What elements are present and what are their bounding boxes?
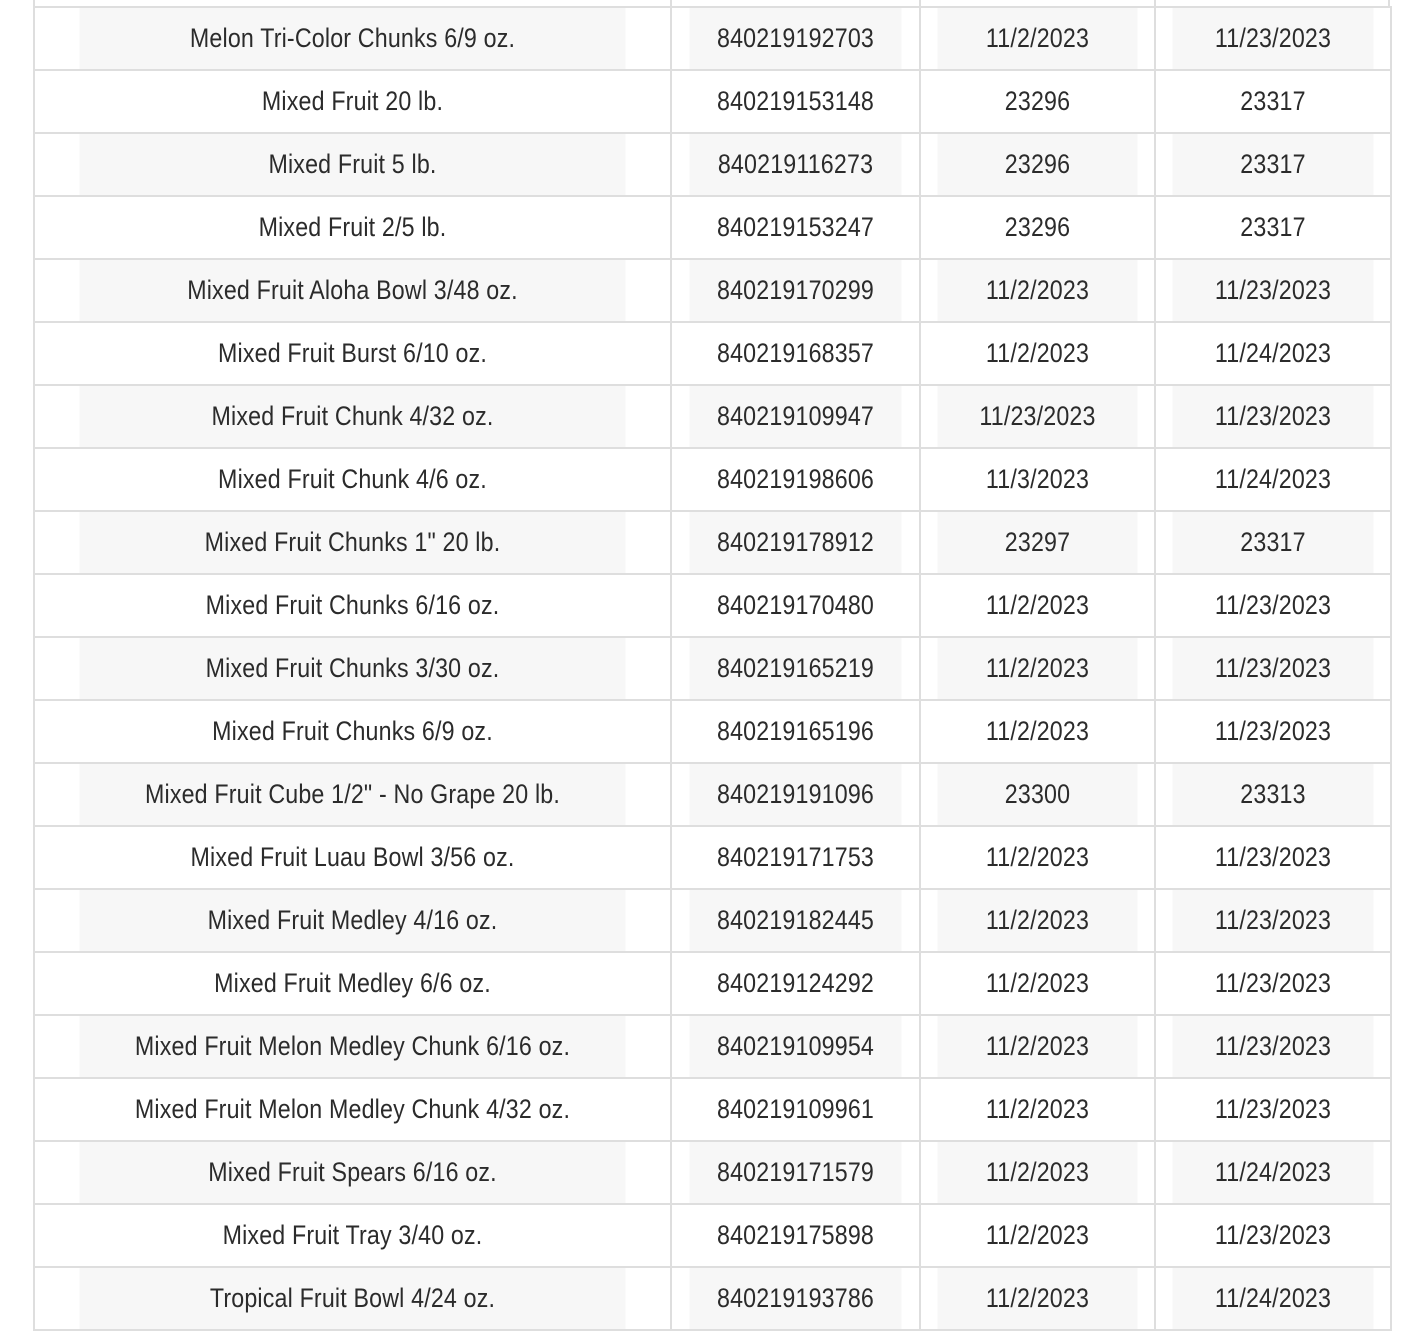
date-cell-1: 11/2/2023: [936, 700, 1138, 763]
upc-cell: 840219109954: [688, 1015, 902, 1078]
date-cell-2: 11/23/2023: [1172, 1015, 1375, 1078]
product-name-cell: Mixed Fruit Aloha Bowl 3/48 oz.: [79, 259, 627, 322]
product-name-cell: Mixed Fruit Chunk 4/6 oz.: [79, 448, 627, 511]
upc-cell: 840219198606: [688, 448, 902, 511]
date-cell-2: 11/23/2023: [1172, 1204, 1375, 1267]
date-cell-1: 23296: [936, 70, 1138, 133]
upc-cell: 840219178912: [688, 511, 902, 574]
upc-cell: 840219124292: [688, 952, 902, 1015]
table-row: [34, 7, 1391, 70]
upc-cell: 840219165196: [688, 700, 902, 763]
table-row: [34, 196, 1391, 259]
date-cell-2: 23317: [1172, 133, 1375, 196]
table-row: [34, 826, 1391, 889]
date-cell-2: 11/23/2023: [1172, 889, 1375, 952]
table-row: [34, 1267, 1391, 1330]
table-row: [34, 763, 1391, 826]
upc-cell: 840219109961: [688, 1078, 902, 1141]
product-table-container: [33, 6, 1390, 1331]
date-cell-2: 11/24/2023: [1172, 322, 1375, 385]
date-cell-1: 11/2/2023: [936, 889, 1138, 952]
product-name-cell: Mixed Fruit Luau Bowl 3/56 oz.: [79, 826, 627, 889]
date-cell-1: 11/2/2023: [936, 259, 1138, 322]
table-row: [34, 1015, 1391, 1078]
upc-cell: 840219116273: [688, 133, 902, 196]
date-cell-2: 23317: [1172, 70, 1375, 133]
table-row: [34, 133, 1391, 196]
table-row: [34, 1141, 1391, 1204]
date-cell-1: 11/2/2023: [936, 574, 1138, 637]
table-row: [34, 952, 1391, 1015]
date-cell-1: 11/2/2023: [936, 1078, 1138, 1141]
date-cell-2: 11/23/2023: [1172, 637, 1375, 700]
product-name-cell: Mixed Fruit Chunk 4/32 oz.: [79, 385, 627, 448]
date-cell-2: 11/23/2023: [1172, 7, 1375, 70]
table-row: [34, 637, 1391, 700]
date-cell-2: 11/24/2023: [1172, 1141, 1375, 1204]
upc-cell: 840219193786: [688, 1267, 902, 1330]
date-cell-1: 23296: [936, 196, 1138, 259]
date-cell-2: 11/23/2023: [1172, 700, 1375, 763]
table-row: [34, 70, 1391, 133]
table-row: [34, 1204, 1391, 1267]
product-name-cell: Mixed Fruit Melon Medley Chunk 4/32 oz.: [79, 1078, 627, 1141]
date-cell-1: 11/2/2023: [936, 637, 1138, 700]
product-name-cell: Mixed Fruit Tray 3/40 oz.: [79, 1204, 627, 1267]
date-cell-1: 23300: [936, 763, 1138, 826]
date-cell-1: 11/2/2023: [936, 952, 1138, 1015]
date-cell-2: 11/23/2023: [1172, 574, 1375, 637]
table-row: [34, 1078, 1391, 1141]
date-cell-1: 11/2/2023: [936, 7, 1138, 70]
date-cell-1: 11/2/2023: [936, 1267, 1138, 1330]
date-cell-1: 11/2/2023: [936, 826, 1138, 889]
product-name-cell: Tropical Fruit Bowl 4/24 oz.: [79, 1267, 627, 1330]
product-name-cell: Mixed Fruit Burst 6/10 oz.: [79, 322, 627, 385]
table-row: [34, 448, 1391, 511]
product-name-cell: Mixed Fruit Chunks 6/9 oz.: [79, 700, 627, 763]
upc-cell: 840219171579: [688, 1141, 902, 1204]
date-cell-2: 23313: [1172, 763, 1375, 826]
upc-cell: 840219153148: [688, 70, 902, 133]
date-cell-2: 11/23/2023: [1172, 259, 1375, 322]
date-cell-2: 11/23/2023: [1172, 385, 1375, 448]
product-name-cell: Mixed Fruit 2/5 lb.: [79, 196, 627, 259]
product-name-cell: Mixed Fruit Chunks 3/30 oz.: [79, 637, 627, 700]
product-name-cell: Mixed Fruit Medley 6/6 oz.: [79, 952, 627, 1015]
date-cell-1: 11/2/2023: [936, 322, 1138, 385]
upc-cell: 840219165219: [688, 637, 902, 700]
date-cell-1: 23297: [936, 511, 1138, 574]
date-cell-2: 23317: [1172, 196, 1375, 259]
date-cell-2: 11/23/2023: [1172, 1078, 1375, 1141]
upc-cell: 840219109947: [688, 385, 902, 448]
product-name-cell: Mixed Fruit Spears 6/16 oz.: [79, 1141, 627, 1204]
upc-cell: 840219191096: [688, 763, 902, 826]
table-row: [34, 385, 1391, 448]
upc-cell: 840219170299: [688, 259, 902, 322]
date-cell-2: 11/23/2023: [1172, 952, 1375, 1015]
table-row: [34, 889, 1391, 952]
table-row: [34, 511, 1391, 574]
date-cell-2: 11/23/2023: [1172, 826, 1375, 889]
date-cell-1: 11/2/2023: [936, 1141, 1138, 1204]
upc-cell: 840219192703: [688, 7, 902, 70]
product-name-cell: Mixed Fruit 5 lb.: [79, 133, 627, 196]
date-cell-2: 23317: [1172, 511, 1375, 574]
product-name-cell: Mixed Fruit Medley 4/16 oz.: [79, 889, 627, 952]
product-name-cell: Mixed Fruit Chunks 6/16 oz.: [79, 574, 627, 637]
date-cell-1: 23296: [936, 133, 1138, 196]
date-cell-1: 11/3/2023: [936, 448, 1138, 511]
date-cell-1: 11/2/2023: [936, 1015, 1138, 1078]
product-name-cell: Melon Tri-Color Chunks 6/9 oz.: [79, 7, 627, 70]
table-row: [34, 574, 1391, 637]
upc-cell: 840219171753: [688, 826, 902, 889]
product-name-cell: Mixed Fruit 20 lb.: [79, 70, 627, 133]
upc-cell: 840219175898: [688, 1204, 902, 1267]
date-cell-1: 11/2/2023: [936, 1204, 1138, 1267]
upc-cell: 840219168357: [688, 322, 902, 385]
product-name-cell: Mixed Fruit Melon Medley Chunk 6/16 oz.: [79, 1015, 627, 1078]
date-cell-1: 11/23/2023: [936, 385, 1138, 448]
table-row: [34, 700, 1391, 763]
date-cell-2: 11/24/2023: [1172, 448, 1375, 511]
date-cell-2: 11/24/2023: [1172, 1267, 1375, 1330]
upc-cell: 840219153247: [688, 196, 902, 259]
table-row: [34, 259, 1391, 322]
upc-cell: 840219170480: [688, 574, 902, 637]
table-row: [34, 322, 1391, 385]
product-name-cell: Mixed Fruit Chunks 1" 20 lb.: [79, 511, 627, 574]
upc-cell: 840219182445: [688, 889, 902, 952]
product-name-cell: Mixed Fruit Cube 1/2" - No Grape 20 lb.: [79, 763, 627, 826]
product-table: [33, 6, 1392, 1331]
table-body: [34, 7, 1391, 1330]
